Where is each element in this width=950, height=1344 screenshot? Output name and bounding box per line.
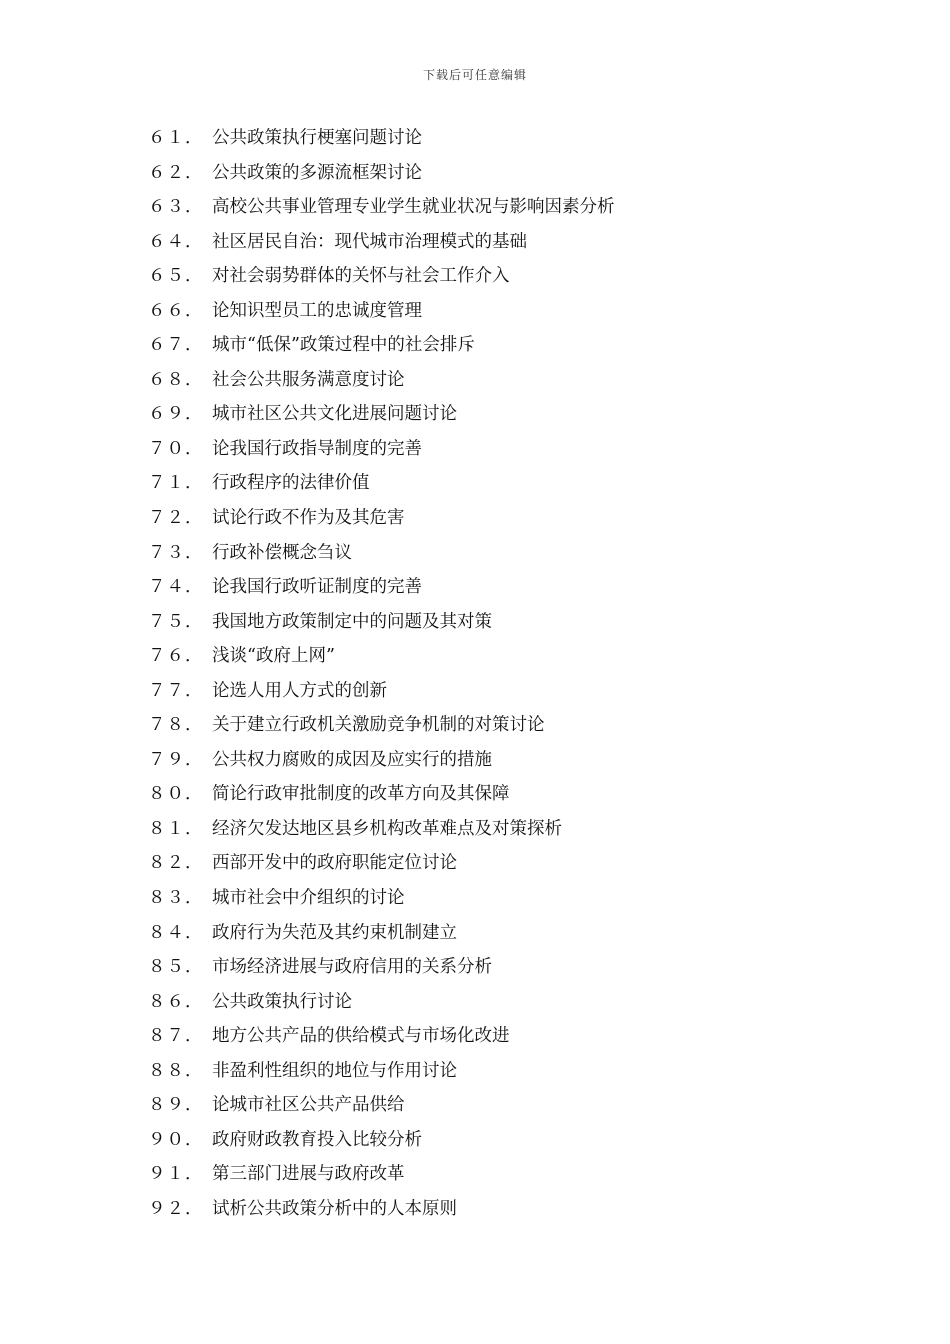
item-number: ９０． [148,1129,204,1150]
item-number: ７６． [148,646,204,667]
item-title: 社区居民自治：现代城市治理模式的基础 [212,231,527,252]
list-item [148,777,868,812]
item-number: ８５． [148,957,204,978]
item-title: 简论行政审批制度的改革方向及其保障 [212,784,510,805]
item-title: 对社会弱势群体的关怀与社会工作介入 [212,266,510,287]
item-number: ８０． [148,784,204,805]
item-title: 城市社区公共文化进展问题讨论 [212,404,457,425]
item-number: ６４． [148,231,204,252]
item-number: ６８． [148,369,204,390]
item-title: 行政补偿概念刍议 [212,542,352,563]
list-item [148,1088,868,1123]
page-header: 下载后可任意编辑 [422,68,527,82]
list-item [148,1054,868,1089]
list-item [148,294,868,329]
item-title: 论我国行政指导制度的完善 [212,438,422,459]
item-number: ８３． [148,888,204,909]
item-number: ６６． [148,300,204,321]
item-title: 论选人用人方式的创新 [212,680,387,701]
item-number: ７５． [148,611,204,632]
item-title: 城市“低保”政策过程中的社会排斥 [212,335,475,356]
list-item [148,708,868,743]
item-number: ７７． [148,680,204,701]
list-item [148,674,868,709]
item-number: ６９． [148,404,204,425]
item-title: 关于建立行政机关激励竞争机制的对策讨论 [212,715,545,736]
list-item [148,466,868,501]
list-item [148,1123,868,1158]
item-title: 经济欠发达地区县乡机构改革难点及对策探析 [212,818,562,839]
list-item [148,639,868,674]
item-number: ７０． [148,438,204,459]
list-item [148,985,868,1020]
item-title: 公共政策的多源流框架讨论 [212,162,422,183]
item-title: 论我国行政听证制度的完善 [212,577,422,598]
item-number: ８４． [148,922,204,943]
topic-list [148,121,868,1227]
list-item [148,950,868,985]
item-title: 我国地方政策制定中的问题及其对策 [212,611,492,632]
list-item [148,432,868,467]
item-title: 行政程序的法律价值 [212,473,370,494]
item-title: 市场经济进展与政府信用的关系分析 [212,957,492,978]
item-title: 公共权力腐败的成因及应实行的措施 [212,749,492,770]
list-item [148,156,868,191]
item-title: 地方公共产品的供给模式与市场化改进 [212,1026,510,1047]
item-title: 试论行政不作为及其危害 [212,508,405,529]
list-item [148,121,868,156]
list-item [148,812,868,847]
item-number: ８６． [148,991,204,1012]
item-title: 公共政策执行讨论 [212,991,352,1012]
item-title: 第三部门进展与政府改革 [212,1164,405,1185]
item-title: 政府财政教育投入比较分析 [212,1129,422,1150]
list-item [148,190,868,225]
item-number: ６１． [148,128,204,148]
item-title: 论知识型员工的忠诚度管理 [212,300,422,321]
list-item [148,916,868,951]
item-number: ８９． [148,1095,204,1116]
list-item [148,881,868,916]
list-item [148,259,868,294]
item-number: ７９． [148,749,204,770]
list-item [148,363,868,398]
item-title: 社会公共服务满意度讨论 [212,369,405,390]
list-item [148,605,868,640]
item-title: 城市社会中介组织的讨论 [212,888,405,909]
item-number: ７２． [148,508,204,529]
item-number: ９１． [148,1164,204,1185]
item-number: ７４． [148,577,204,598]
item-number: ７１． [148,473,204,494]
list-item [148,501,868,536]
item-title: 试析公共政策分析中的人本原则 [212,1198,457,1219]
list-item [148,743,868,778]
item-number: ６３． [148,197,204,218]
item-number: ６２． [148,162,204,183]
item-number: ７３． [148,542,204,563]
item-number: ６７． [148,335,204,356]
list-item [148,1157,868,1192]
item-title: 政府行为失范及其约束机制建立 [212,922,457,943]
list-item [148,1192,868,1227]
item-number: ８１． [148,818,204,839]
list-item [148,225,868,260]
item-title: 论城市社区公共产品供给 [212,1095,405,1116]
list-item [148,397,868,432]
item-title: 公共政策执行梗塞问题讨论 [212,128,422,148]
item-number: ８７． [148,1026,204,1047]
item-number: ６５． [148,266,204,287]
item-number: ８２． [148,853,204,874]
list-item [148,536,868,571]
list-item [148,1019,868,1054]
list-item [148,570,868,605]
item-number: ９２． [148,1198,204,1219]
item-number: ７８． [148,715,204,736]
item-title: 高校公共事业管理专业学生就业状况与影响因素分析 [212,197,615,218]
item-title: 浅谈“政府上网” [212,646,335,667]
item-title: 非盈利性组织的地位与作用讨论 [212,1060,457,1081]
list-item [148,846,868,881]
item-title: 西部开发中的政府职能定位讨论 [212,853,457,874]
item-number: ８８． [148,1060,204,1081]
list-item [148,328,868,363]
